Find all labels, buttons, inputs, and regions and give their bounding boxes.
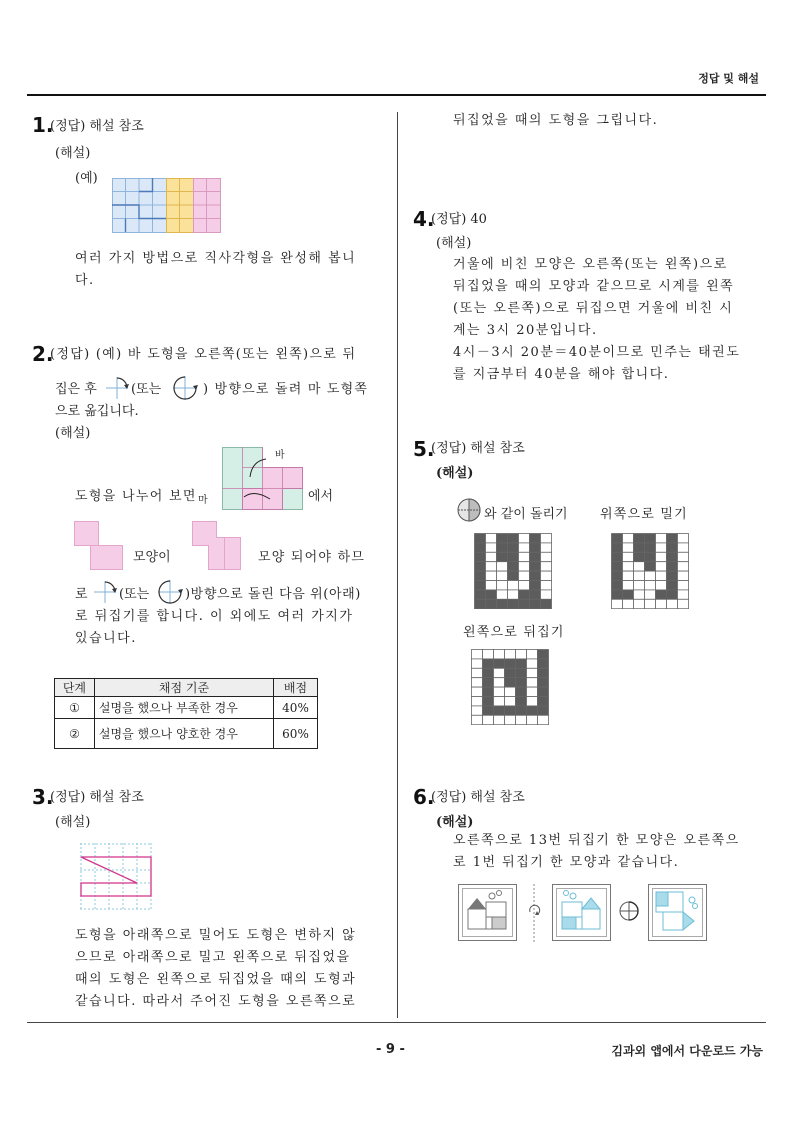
grid-cell (494, 659, 505, 668)
q2-explanation-label: (해설) (55, 426, 91, 441)
score-row-points: 60% (274, 719, 318, 749)
grid-cell (623, 581, 634, 590)
grid-cell (538, 650, 549, 659)
q1-number: 1. (32, 113, 54, 137)
score-row-step: ② (55, 719, 95, 749)
q2-line2b: (또는 (131, 382, 162, 397)
q3-continued: 뒤집었을 때의 도형을 그립니다. (453, 113, 659, 128)
q6-flipped-picture (552, 884, 612, 942)
grid-cell (656, 590, 667, 599)
grid-cell (667, 590, 678, 599)
grid-cell (541, 562, 552, 571)
grid-cell (508, 562, 519, 571)
grid-cell (483, 715, 494, 724)
q5-grid-slid-up (611, 533, 691, 609)
grid-cell (508, 571, 519, 580)
grid-cell (538, 706, 549, 715)
q3-answer: (정답) 해설 참조 (50, 790, 144, 805)
grid-cell (612, 562, 623, 571)
q6-answer: (정답) 해설 참조 (431, 790, 525, 805)
grid-cell (497, 571, 508, 580)
score-header-points: 배점 (274, 679, 318, 697)
q6-original-picture (458, 884, 518, 942)
grid-cell (505, 668, 516, 677)
grid-cell (645, 543, 656, 552)
grid-cell (527, 678, 538, 687)
grid-cell (527, 706, 538, 715)
grid-cell (475, 590, 486, 599)
grid-cell (486, 543, 497, 552)
grid-cell (541, 571, 552, 580)
top-rule (27, 94, 766, 96)
q6-result-picture (648, 884, 708, 942)
grid-cell (475, 581, 486, 590)
grid-cell (483, 668, 494, 677)
bottom-rule (27, 1022, 766, 1023)
page-number: - 9 - (376, 1042, 405, 1057)
grid-cell (508, 581, 519, 590)
grid-cell (530, 534, 541, 543)
q1-rectangle-figure (112, 178, 222, 233)
q2-number: 2. (32, 342, 54, 366)
grid-cell (486, 571, 497, 580)
grid-cell (475, 543, 486, 552)
q2-line2c: ) 방향으로 돌려 마 도형쪽 (203, 382, 369, 397)
grid-cell (494, 697, 505, 706)
grid-cell (634, 571, 645, 580)
grid-cell (519, 534, 530, 543)
grid-cell (667, 571, 678, 580)
q4-number: 4. (413, 207, 435, 231)
grid-cell (516, 706, 527, 715)
q2-divide-b: 에서 (308, 489, 334, 504)
grid-cell (505, 687, 516, 696)
grid-cell (475, 534, 486, 543)
grid-cell (475, 571, 486, 580)
grid-cell (472, 678, 483, 687)
q1-answer: (정답) 해설 참조 (50, 119, 144, 134)
grid-cell (530, 581, 541, 590)
q5-caption-rotate: 와 같이 돌리기 (484, 507, 568, 522)
score-row-points: 40% (274, 697, 318, 719)
grid-cell (634, 590, 645, 599)
grid-cell (516, 678, 527, 687)
grid-cell (667, 581, 678, 590)
grid-cell (494, 650, 505, 659)
grid-cell (505, 697, 516, 706)
grid-cell (494, 668, 505, 677)
grid-cell (486, 552, 497, 561)
grid-cell (623, 599, 634, 608)
grid-cell (678, 534, 689, 543)
grid-cell (623, 552, 634, 561)
grid-cell (497, 581, 508, 590)
half-turn-icon (618, 900, 640, 922)
q3-explanation-label: (해설) (55, 815, 91, 830)
q2-divide-a: 도형을 나누어 보면 (75, 489, 197, 504)
grid-cell (612, 599, 623, 608)
grid-cell (497, 562, 508, 571)
q2-rest: 로 뒤집기를 합니다. 이 외에도 여러 가지가 있습니다. (75, 609, 354, 646)
q5-caption-left: 왼쪽으로 뒤집기 (463, 625, 565, 640)
grid-cell (497, 543, 508, 552)
grid-cell (678, 581, 689, 590)
grid-cell (645, 599, 656, 608)
grid-cell (527, 715, 538, 724)
grid-cell (527, 687, 538, 696)
counterclockwise-three-quarter-turn-icon (171, 374, 199, 402)
grid-cell (516, 659, 527, 668)
grid-cell (516, 687, 527, 696)
q2-label-ma: 마 (198, 495, 208, 506)
grid-cell (645, 552, 656, 561)
grid-cell (667, 562, 678, 571)
grid-cell (645, 534, 656, 543)
footer-note: 김과외 앱에서 다운로드 가능 (611, 1044, 763, 1058)
grid-cell (612, 581, 623, 590)
grid-cell (508, 599, 519, 608)
grid-cell (519, 552, 530, 561)
grid-cell (497, 599, 508, 608)
q5-number: 5. (413, 437, 435, 461)
q4-text1: 거울에 비친 모양은 오른쪽(또는 왼쪽)으로 뒤집었을 때의 모양과 같으므로 시계를 왼쪽(또는 오른쪽)으로 뒤집으면 거울에 비친 시계는 3시 20분입니다. (453, 257, 735, 338)
grid-cell (527, 697, 538, 706)
grid-cell (516, 697, 527, 706)
q3-number: 3. (32, 785, 54, 809)
grid-cell (541, 581, 552, 590)
grid-cell (612, 552, 623, 561)
q1-example-label: (예) (75, 171, 98, 186)
grid-cell (472, 715, 483, 724)
grid-cell (486, 534, 497, 543)
grid-cell (486, 562, 497, 571)
grid-cell (494, 715, 505, 724)
grid-cell (541, 543, 552, 552)
grid-cell (527, 668, 538, 677)
grid-cell (505, 706, 516, 715)
q1-text: 여러 가지 방법으로 직사각형을 완성해 봅니다. (75, 251, 357, 288)
q2-rotate-a: 로 (75, 587, 88, 602)
grid-cell (678, 562, 689, 571)
grid-cell (623, 571, 634, 580)
score-row-criteria: 설명을 했으나 양호한 경우 (94, 719, 273, 749)
q3-text: 도형을 아래쪽으로 밀어도 도형은 변하지 않으므로 아래쪽으로 밀고 왼쪽으로 뒤집었을 때의 도형은 왼쪽으로 뒤집었을 때의 도형과 같습니다. 따라서 주어진 도형을 오른쪽으로 (75, 928, 357, 1009)
score-table (54, 678, 318, 749)
q5-explanation-label: (해설) (436, 466, 474, 481)
grid-cell (483, 697, 494, 706)
grid-cell (530, 571, 541, 580)
grid-cell (623, 590, 634, 599)
grid-cell (530, 543, 541, 552)
grid-cell (623, 562, 634, 571)
grid-cell (678, 590, 689, 599)
grid-cell (508, 552, 519, 561)
grid-cell (486, 599, 497, 608)
counterclockwise-three-quarter-turn-icon (156, 578, 184, 606)
grid-cell (519, 590, 530, 599)
grid-cell (530, 552, 541, 561)
grid-cell (475, 599, 486, 608)
grid-cell (486, 590, 497, 599)
grid-cell (494, 706, 505, 715)
q2-piece-ba (192, 521, 242, 571)
grid-cell (519, 581, 530, 590)
q2-shape-a: 모양이 (133, 550, 171, 565)
grid-cell (538, 715, 549, 724)
grid-cell (656, 571, 667, 580)
grid-cell (508, 534, 519, 543)
grid-cell (656, 581, 667, 590)
grid-cell (541, 590, 552, 599)
q2-rotate-b: (또는 (119, 587, 150, 602)
grid-cell (538, 687, 549, 696)
grid-cell (519, 599, 530, 608)
grid-cell (656, 552, 667, 561)
grid-cell (645, 562, 656, 571)
grid-cell (667, 543, 678, 552)
grid-cell (527, 650, 538, 659)
grid-cell (527, 659, 538, 668)
grid-cell (494, 687, 505, 696)
grid-cell (667, 534, 678, 543)
q1-explanation-label: (해설) (55, 146, 91, 161)
grid-cell (538, 668, 549, 677)
grid-cell (530, 599, 541, 608)
grid-cell (678, 552, 689, 561)
grid-cell (623, 534, 634, 543)
score-row-criteria: 설명을 했으나 부족한 경우 (94, 697, 273, 719)
grid-cell (472, 650, 483, 659)
grid-cell (612, 543, 623, 552)
grid-cell (678, 571, 689, 580)
grid-cell (519, 543, 530, 552)
clockwise-quarter-turn-icon (92, 579, 118, 605)
grid-cell (475, 562, 486, 571)
grid-cell (472, 659, 483, 668)
q6-number: 6. (413, 785, 435, 809)
header-title: 정답 및 해설 (698, 72, 759, 85)
grid-cell (612, 534, 623, 543)
grid-cell (538, 659, 549, 668)
grid-cell (497, 534, 508, 543)
grid-cell (508, 543, 519, 552)
grid-cell (494, 678, 505, 687)
grid-cell (472, 687, 483, 696)
grid-cell (508, 590, 519, 599)
grid-cell (472, 697, 483, 706)
q2-line2a: 집은 후 (55, 382, 97, 397)
q5-grid-flipped-left (471, 649, 551, 725)
grid-cell (541, 599, 552, 608)
grid-cell (667, 599, 678, 608)
grid-cell (634, 534, 645, 543)
q5-caption-up: 위쪽으로 밀기 (600, 507, 688, 522)
grid-cell (634, 552, 645, 561)
score-header-criteria: 채점 기준 (94, 679, 273, 697)
grid-cell (483, 659, 494, 668)
grid-cell (678, 599, 689, 608)
clockwise-quarter-turn-icon (104, 375, 130, 401)
q3-grid-figure (80, 843, 152, 911)
grid-cell (519, 562, 530, 571)
score-header-step: 단계 (55, 679, 95, 697)
grid-cell (519, 571, 530, 580)
grid-cell (505, 659, 516, 668)
grid-cell (483, 678, 494, 687)
q6-text: 오른쪽으로 13번 뒤집기 한 모양은 오른쪽으로 1번 뒤집기 한 모양과 같습니다. (453, 833, 740, 870)
q5-answer: (정답) 해설 참조 (431, 441, 525, 456)
grid-cell (497, 590, 508, 599)
grid-cell (634, 599, 645, 608)
half-turn-icon (456, 497, 482, 523)
q5-grid-rotated (474, 533, 554, 609)
grid-cell (656, 534, 667, 543)
grid-cell (623, 543, 634, 552)
grid-cell (530, 590, 541, 599)
grid-cell (612, 571, 623, 580)
q2-rotate-c: )방향으로 돌린 다음 위(아래) (185, 587, 361, 602)
grid-cell (656, 543, 667, 552)
q2-piece-ma (74, 521, 124, 571)
grid-cell (538, 697, 549, 706)
grid-cell (645, 571, 656, 580)
q4-text2: 4시－3시 20분＝40분이므로 민주는 태권도를 지금부터 40분을 해야 합니다. (453, 345, 741, 382)
column-divider (397, 112, 398, 1018)
grid-cell (678, 543, 689, 552)
score-row-step: ① (55, 697, 95, 719)
grid-cell (645, 590, 656, 599)
grid-cell (505, 650, 516, 659)
grid-cell (483, 706, 494, 715)
grid-cell (530, 562, 541, 571)
grid-cell (505, 678, 516, 687)
q2-line3: 으로 옮깁니다. (55, 404, 139, 419)
grid-cell (645, 581, 656, 590)
q2-label-ba: 바 (275, 450, 285, 461)
grid-cell (472, 668, 483, 677)
grid-cell (483, 650, 494, 659)
q4-explanation-label: (해설) (436, 236, 472, 251)
grid-cell (612, 590, 623, 599)
q6-explanation-label: (해설) (436, 815, 474, 830)
grid-cell (483, 687, 494, 696)
grid-cell (656, 599, 667, 608)
q4-answer: (정답) 40 (431, 212, 487, 227)
grid-cell (667, 552, 678, 561)
grid-cell (656, 562, 667, 571)
grid-cell (634, 562, 645, 571)
grid-cell (475, 552, 486, 561)
grid-cell (516, 650, 527, 659)
q2-divided-shape (222, 447, 304, 510)
q2-shape-b: 모양 되어야 하므 (258, 550, 365, 565)
q2-answer: (정답) (예) 바 도형을 오른쪽(또는 왼쪽)으로 뒤 (50, 347, 357, 362)
grid-cell (541, 552, 552, 561)
q6-mirror-line (526, 884, 542, 942)
grid-cell (634, 543, 645, 552)
grid-cell (505, 715, 516, 724)
grid-cell (486, 581, 497, 590)
grid-cell (516, 668, 527, 677)
grid-cell (497, 552, 508, 561)
grid-cell (538, 678, 549, 687)
grid-cell (634, 581, 645, 590)
grid-cell (541, 534, 552, 543)
grid-cell (472, 706, 483, 715)
grid-cell (516, 715, 527, 724)
